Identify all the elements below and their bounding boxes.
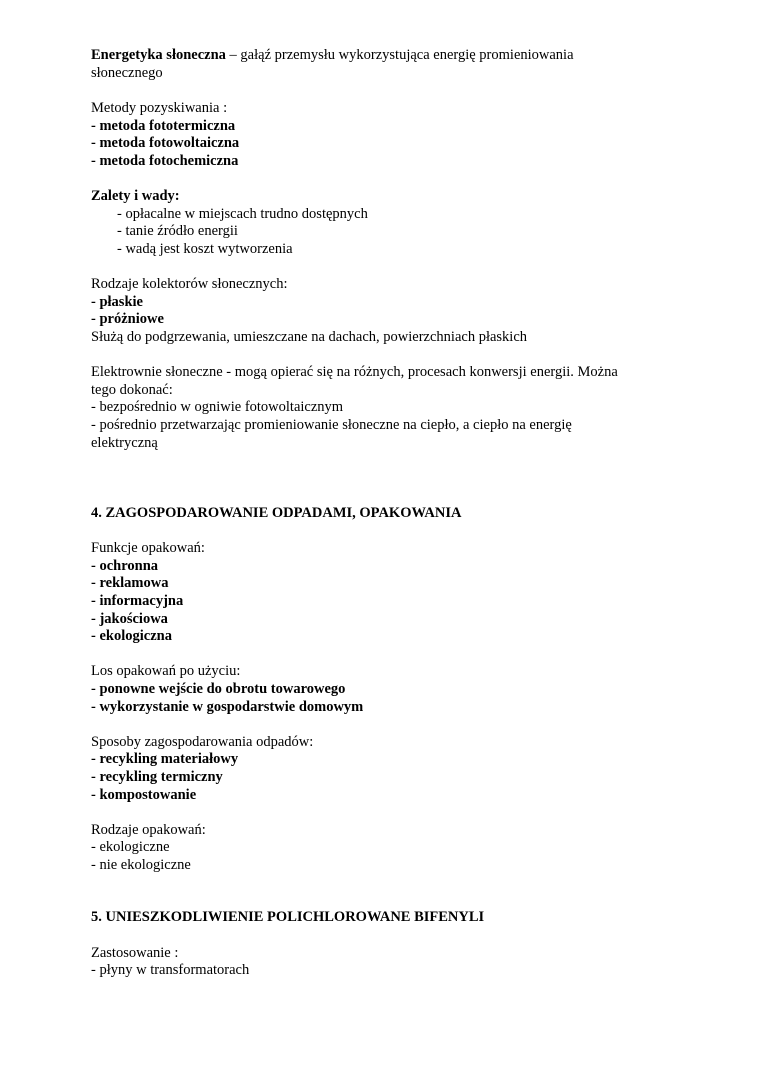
list-item: - opłacalne w miejscach trudno dostępnych — [117, 206, 368, 222]
list-item: - ekologiczne — [91, 839, 170, 855]
list-item: - metoda fototermiczna — [91, 118, 236, 134]
fate-heading: Los opakowań po użyciu: — [91, 663, 241, 679]
usage-heading: Zastosowanie : — [91, 945, 179, 961]
list-item: - jakościowa — [91, 611, 168, 627]
list-item: - ekologiczna — [91, 628, 172, 644]
list-item: - bezpośrednio w ogniwie fotowoltaicznym — [91, 399, 344, 415]
list-item: - próżniowe — [91, 311, 164, 327]
list-item: - tanie źródło energii — [117, 223, 238, 239]
list-item: - wadą jest koszt wytworzenia — [117, 241, 293, 257]
list-item: - nie ekologiczne — [91, 857, 191, 873]
list-item: - recykling termiczny — [91, 769, 223, 785]
section-5-title: 5. UNIESZKODLIWIENIE POLICHLOROWANE BIFENYLI — [91, 909, 485, 925]
disposal-heading: Sposoby zagospodarowania odpadów: — [91, 734, 314, 750]
list-item: - płaskie — [91, 294, 143, 310]
list-item: - pośrednio przetwarzając promieniowanie słoneczne na ciepło, a ciepło na energię — [91, 417, 572, 433]
collectors-heading: Rodzaje kolektorów słonecznych: — [91, 276, 288, 292]
definition-continuation: słonecznego — [91, 65, 163, 81]
list-item: - ponowne wejście do obrotu towarowego — [91, 681, 346, 697]
list-item: - recykling materiałowy — [91, 751, 239, 767]
definition-line — [91, 46, 574, 64]
section-4-title: 4. ZAGOSPODAROWANIE ODPADAMI, OPAKOWANIA — [91, 505, 462, 521]
list-item: - informacyjna — [91, 593, 184, 609]
term: Energetyka słoneczna — [91, 47, 226, 63]
plants-paragraph: Elektrownie słoneczne - mogą opierać się na różnych, procesach konwersji energii. Można — [91, 364, 618, 380]
list-item: - płyny w transformatorach — [91, 962, 250, 978]
definition-text: – gałąź przemysłu wykorzystująca energię promieniowania — [225, 47, 574, 63]
plants-paragraph-cont: tego dokonać: — [91, 382, 173, 398]
pros-heading: Zalety i wady: — [91, 188, 180, 204]
list-item: - wykorzystanie w gospodarstwie domowym — [91, 699, 364, 715]
types-heading: Rodzaje opakowań: — [91, 822, 206, 838]
methods-heading: Metody pozyskiwania : — [91, 100, 228, 116]
list-item: - metoda fotowoltaiczna — [91, 135, 240, 151]
list-item: elektryczną — [91, 435, 158, 451]
list-item: - reklamowa — [91, 575, 169, 591]
collectors-note: Służą do podgrzewania, umieszczane na dachach, powierzchniach płaskich — [91, 329, 528, 345]
list-item: - ochronna — [91, 558, 159, 574]
list-item: - metoda fotochemiczna — [91, 153, 239, 169]
list-item: - kompostowanie — [91, 787, 197, 803]
functions-heading: Funkcje opakowań: — [91, 540, 205, 556]
